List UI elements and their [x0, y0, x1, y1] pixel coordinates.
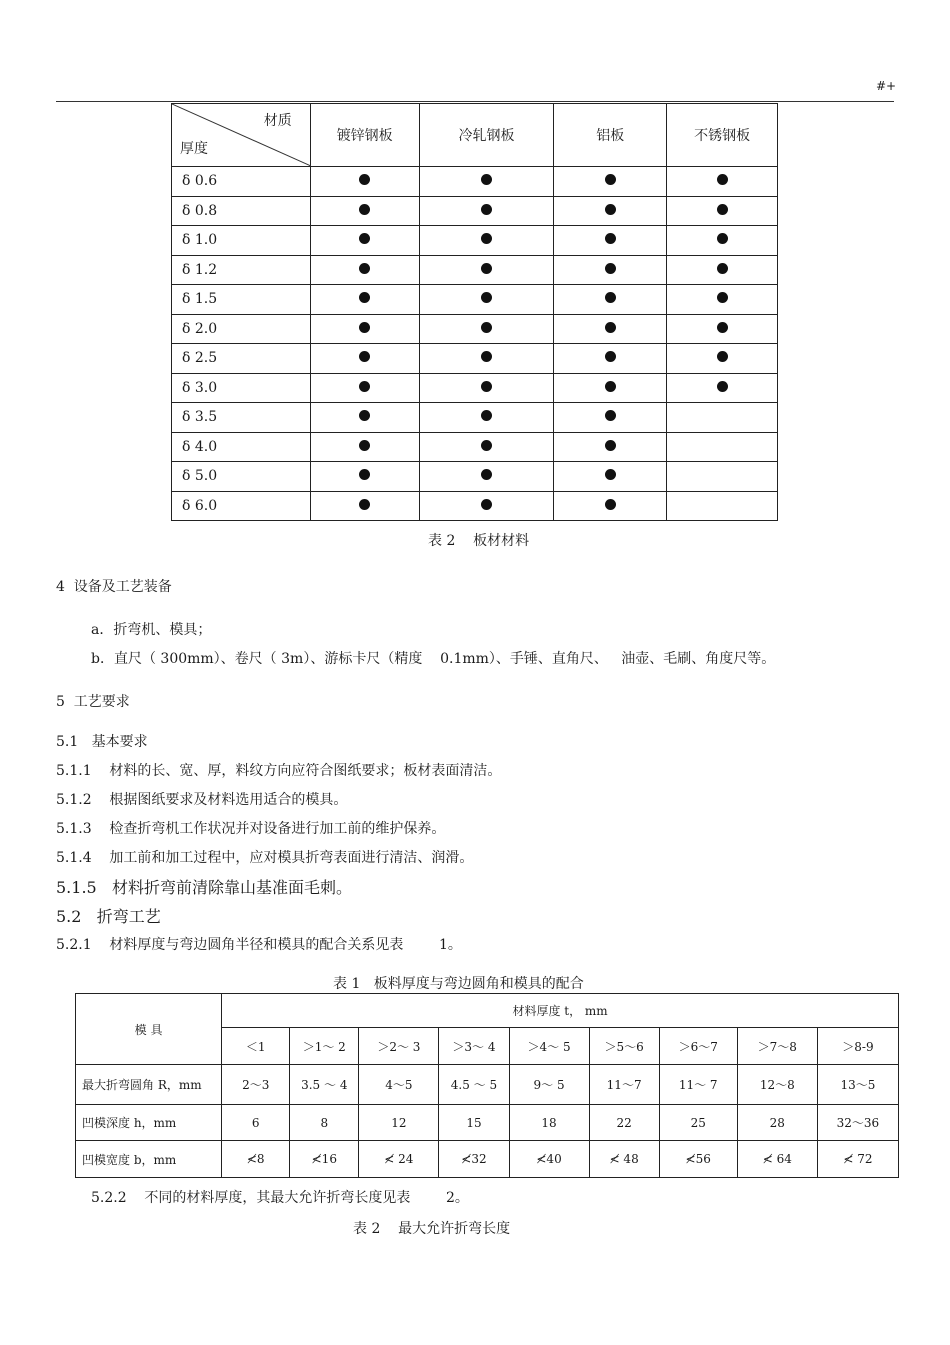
- filled-dot-icon: [481, 233, 492, 244]
- availability-cell: [554, 314, 667, 344]
- value-cell: ≮ 48: [589, 1141, 659, 1178]
- material-table: [171, 103, 778, 521]
- filled-dot-icon: [481, 381, 492, 392]
- filled-dot-icon: [605, 233, 616, 244]
- availability-cell: [667, 432, 778, 462]
- availability-cell: [667, 462, 778, 492]
- filled-dot-icon: [605, 499, 616, 510]
- availability-cell: [310, 285, 419, 315]
- filled-dot-icon: [359, 410, 370, 421]
- die-table: [75, 993, 899, 1178]
- value-cell: 6: [222, 1105, 290, 1141]
- availability-cell: [667, 373, 778, 403]
- table-row: [76, 1141, 899, 1178]
- thickness-cell: δ 1.0: [172, 226, 311, 256]
- value-cell: 9～ 5: [509, 1065, 589, 1105]
- filled-dot-icon: [605, 204, 616, 215]
- availability-cell: [419, 255, 554, 285]
- section-5-1-4: 5.1.4 加工前和加工过程中，应对模具折弯表面进行清洁、润滑。: [56, 850, 474, 866]
- filled-dot-icon: [481, 204, 492, 215]
- filled-dot-icon: [481, 499, 492, 510]
- availability-cell: [310, 491, 419, 521]
- thickness-range-header: ＞4～ 5: [509, 1028, 589, 1065]
- filled-dot-icon: [717, 351, 728, 362]
- filled-dot-icon: [481, 322, 492, 333]
- filled-dot-icon: [605, 440, 616, 451]
- filled-dot-icon: [359, 174, 370, 185]
- section-5-1-2: 5.1.2 根据图纸要求及材料选用适合的模具。: [56, 792, 348, 808]
- value-cell: 22: [589, 1105, 659, 1141]
- availability-cell: [554, 226, 667, 256]
- table-row: [76, 1065, 899, 1105]
- filled-dot-icon: [605, 410, 616, 421]
- value-cell: 3.5 ～ 4: [290, 1065, 359, 1105]
- thickness-range-header: ＜1: [222, 1028, 290, 1065]
- thickness-cell: δ 1.2: [172, 255, 311, 285]
- thickness-range-header: ＞2～ 3: [359, 1028, 439, 1065]
- availability-cell: [310, 432, 419, 462]
- section-5-1-3: 5.1.3 检查折弯机工作状况并对设备进行加工前的维护保养。: [56, 821, 446, 837]
- table-row: [172, 344, 778, 374]
- filled-dot-icon: [481, 174, 492, 185]
- availability-cell: [419, 196, 554, 226]
- availability-cell: [667, 226, 778, 256]
- section-5-2-2: 5.2.2 不同的材料厚度，其最大允许折弯长度见表 2。: [91, 1190, 469, 1206]
- availability-cell: [419, 314, 554, 344]
- filled-dot-icon: [605, 322, 616, 333]
- filled-dot-icon: [359, 440, 370, 451]
- value-cell: 28: [737, 1105, 817, 1141]
- value-cell: 4.5 ～ 5: [439, 1065, 509, 1105]
- filled-dot-icon: [359, 381, 370, 392]
- availability-cell: [554, 373, 667, 403]
- column-header: 不锈钢板: [667, 104, 778, 167]
- table-row: [172, 403, 778, 433]
- table-row: [172, 167, 778, 197]
- availability-cell: [419, 167, 554, 197]
- value-cell: 32～36: [817, 1105, 898, 1141]
- filled-dot-icon: [481, 410, 492, 421]
- table-row: [172, 491, 778, 521]
- thickness-cell: δ 5.0: [172, 462, 311, 492]
- page-header-mark: #+: [876, 79, 897, 93]
- thickness-cell: δ 2.0: [172, 314, 311, 344]
- availability-cell: [419, 226, 554, 256]
- availability-cell: [419, 373, 554, 403]
- filled-dot-icon: [359, 351, 370, 362]
- thickness-range-header: ＞6～7: [659, 1028, 737, 1065]
- availability-cell: [419, 285, 554, 315]
- availability-cell: [667, 285, 778, 315]
- filled-dot-icon: [359, 233, 370, 244]
- filled-dot-icon: [717, 204, 728, 215]
- filled-dot-icon: [481, 469, 492, 480]
- availability-cell: [310, 167, 419, 197]
- filled-dot-icon: [605, 292, 616, 303]
- corner-header-cell: [172, 104, 311, 167]
- corner-label-thickness: 厚度: [180, 141, 208, 157]
- availability-cell: [554, 167, 667, 197]
- value-cell: ≮ 72: [817, 1141, 898, 1178]
- availability-cell: [667, 403, 778, 433]
- value-cell: 15: [439, 1105, 509, 1141]
- section-5-1-5: 5.1.5 材料折弯前清除靠山基准面毛刺。: [56, 878, 352, 897]
- availability-cell: [667, 167, 778, 197]
- value-cell: 2～3: [222, 1065, 290, 1105]
- thickness-group-header: 材料厚度 t， mm: [222, 994, 899, 1028]
- availability-cell: [667, 344, 778, 374]
- column-header: 冷轧钢板: [419, 104, 554, 167]
- filled-dot-icon: [481, 263, 492, 274]
- availability-cell: [554, 196, 667, 226]
- filled-dot-icon: [481, 440, 492, 451]
- availability-cell: [310, 403, 419, 433]
- availability-cell: [310, 344, 419, 374]
- header-rule: [56, 101, 894, 102]
- value-cell: 25: [659, 1105, 737, 1141]
- filled-dot-icon: [359, 263, 370, 274]
- row-label: 最大折弯圆角 R，mm: [76, 1065, 222, 1105]
- filled-dot-icon: [717, 233, 728, 244]
- section-5-heading: 5 工艺要求: [56, 694, 130, 710]
- availability-cell: [310, 373, 419, 403]
- availability-cell: [419, 403, 554, 433]
- filled-dot-icon: [605, 263, 616, 274]
- column-header: 铝板: [554, 104, 667, 167]
- table-row: [172, 373, 778, 403]
- availability-cell: [554, 344, 667, 374]
- filled-dot-icon: [605, 174, 616, 185]
- availability-cell: [310, 196, 419, 226]
- section-5-1-1: 5.1.1 材料的长、宽、厚，料纹方向应符合图纸要求；板材表面清洁。: [56, 763, 502, 779]
- filled-dot-icon: [359, 292, 370, 303]
- section-5-2: 5.2 折弯工艺: [56, 907, 161, 926]
- availability-cell: [310, 314, 419, 344]
- table-2-caption: 表 2 最大允许折弯长度: [353, 1221, 511, 1237]
- thickness-cell: δ 1.5: [172, 285, 311, 315]
- value-cell: 12～8: [737, 1065, 817, 1105]
- availability-cell: [667, 314, 778, 344]
- value-cell: 18: [509, 1105, 589, 1141]
- section-5-2-1: 5.2.1 材料厚度与弯边圆角半径和模具的配合关系见表 1。: [56, 937, 462, 953]
- filled-dot-icon: [605, 469, 616, 480]
- die-table-caption: 表 1 板料厚度与弯边圆角和模具的配合: [333, 976, 584, 992]
- thickness-range-header: ＞8-9: [817, 1028, 898, 1065]
- column-header: 镀锌钢板: [310, 104, 419, 167]
- filled-dot-icon: [717, 263, 728, 274]
- section-4-heading: 4 设备及工艺装备: [56, 579, 172, 595]
- table-row: [172, 255, 778, 285]
- availability-cell: [667, 491, 778, 521]
- availability-cell: [310, 226, 419, 256]
- value-cell: ≮ 64: [737, 1141, 817, 1178]
- die-corner-header: 模 具: [76, 994, 222, 1065]
- availability-cell: [554, 462, 667, 492]
- value-cell: 8: [290, 1105, 359, 1141]
- availability-cell: [554, 432, 667, 462]
- section-5-1: 5.1 基本要求: [56, 734, 148, 750]
- thickness-cell: δ 2.5: [172, 344, 311, 374]
- thickness-cell: δ 0.8: [172, 196, 311, 226]
- filled-dot-icon: [481, 351, 492, 362]
- filled-dot-icon: [359, 499, 370, 510]
- thickness-cell: δ 6.0: [172, 491, 311, 521]
- thickness-range-header: ＞5～6: [589, 1028, 659, 1065]
- value-cell: ≮32: [439, 1141, 509, 1178]
- availability-cell: [667, 255, 778, 285]
- availability-cell: [667, 196, 778, 226]
- availability-cell: [310, 462, 419, 492]
- table-row: [172, 196, 778, 226]
- availability-cell: [419, 344, 554, 374]
- row-label: 凹模深度 h，mm: [76, 1105, 222, 1141]
- value-cell: 12: [359, 1105, 439, 1141]
- value-cell: 13～5: [817, 1065, 898, 1105]
- filled-dot-icon: [359, 204, 370, 215]
- thickness-range-header: ＞3～ 4: [439, 1028, 509, 1065]
- filled-dot-icon: [359, 322, 370, 333]
- thickness-cell: δ 4.0: [172, 432, 311, 462]
- thickness-cell: δ 3.0: [172, 373, 311, 403]
- thickness-range-header: ＞1～ 2: [290, 1028, 359, 1065]
- thickness-cell: δ 0.6: [172, 167, 311, 197]
- filled-dot-icon: [717, 322, 728, 333]
- availability-cell: [419, 462, 554, 492]
- value-cell: ≮16: [290, 1141, 359, 1178]
- value-cell: 11～ 7: [659, 1065, 737, 1105]
- table-row: [172, 462, 778, 492]
- availability-cell: [419, 432, 554, 462]
- filled-dot-icon: [359, 469, 370, 480]
- value-cell: ≮ 24: [359, 1141, 439, 1178]
- availability-cell: [310, 255, 419, 285]
- table-row: [172, 226, 778, 256]
- filled-dot-icon: [717, 292, 728, 303]
- material-table-caption: 表 2 板材材料: [428, 533, 530, 549]
- table-row: [172, 432, 778, 462]
- table-row: [76, 1105, 899, 1141]
- table-row: [172, 285, 778, 315]
- availability-cell: [554, 491, 667, 521]
- thickness-cell: δ 3.5: [172, 403, 311, 433]
- value-cell: ≮8: [222, 1141, 290, 1178]
- filled-dot-icon: [717, 174, 728, 185]
- value-cell: 11～7: [589, 1065, 659, 1105]
- filled-dot-icon: [481, 292, 492, 303]
- filled-dot-icon: [605, 381, 616, 392]
- value-cell: ≮40: [509, 1141, 589, 1178]
- corner-label-material: 材质: [263, 113, 292, 129]
- filled-dot-icon: [717, 381, 728, 392]
- value-cell: 4～5: [359, 1065, 439, 1105]
- value-cell: ≮56: [659, 1141, 737, 1178]
- row-label: 凹模宽度 b，mm: [76, 1141, 222, 1178]
- section-4-item-a: a．折弯机、模具；: [91, 622, 212, 638]
- availability-cell: [554, 403, 667, 433]
- table-row: [172, 314, 778, 344]
- availability-cell: [419, 491, 554, 521]
- availability-cell: [554, 255, 667, 285]
- filled-dot-icon: [605, 351, 616, 362]
- availability-cell: [554, 285, 667, 315]
- thickness-range-header: ＞7～8: [737, 1028, 817, 1065]
- section-4-item-b: b．直尺（ 300mm）、卷尺（ 3m）、游标卡尺（精度 0.1mm）、手锤、直角尺、 油壶、毛刷、角度尺等。: [91, 651, 776, 667]
